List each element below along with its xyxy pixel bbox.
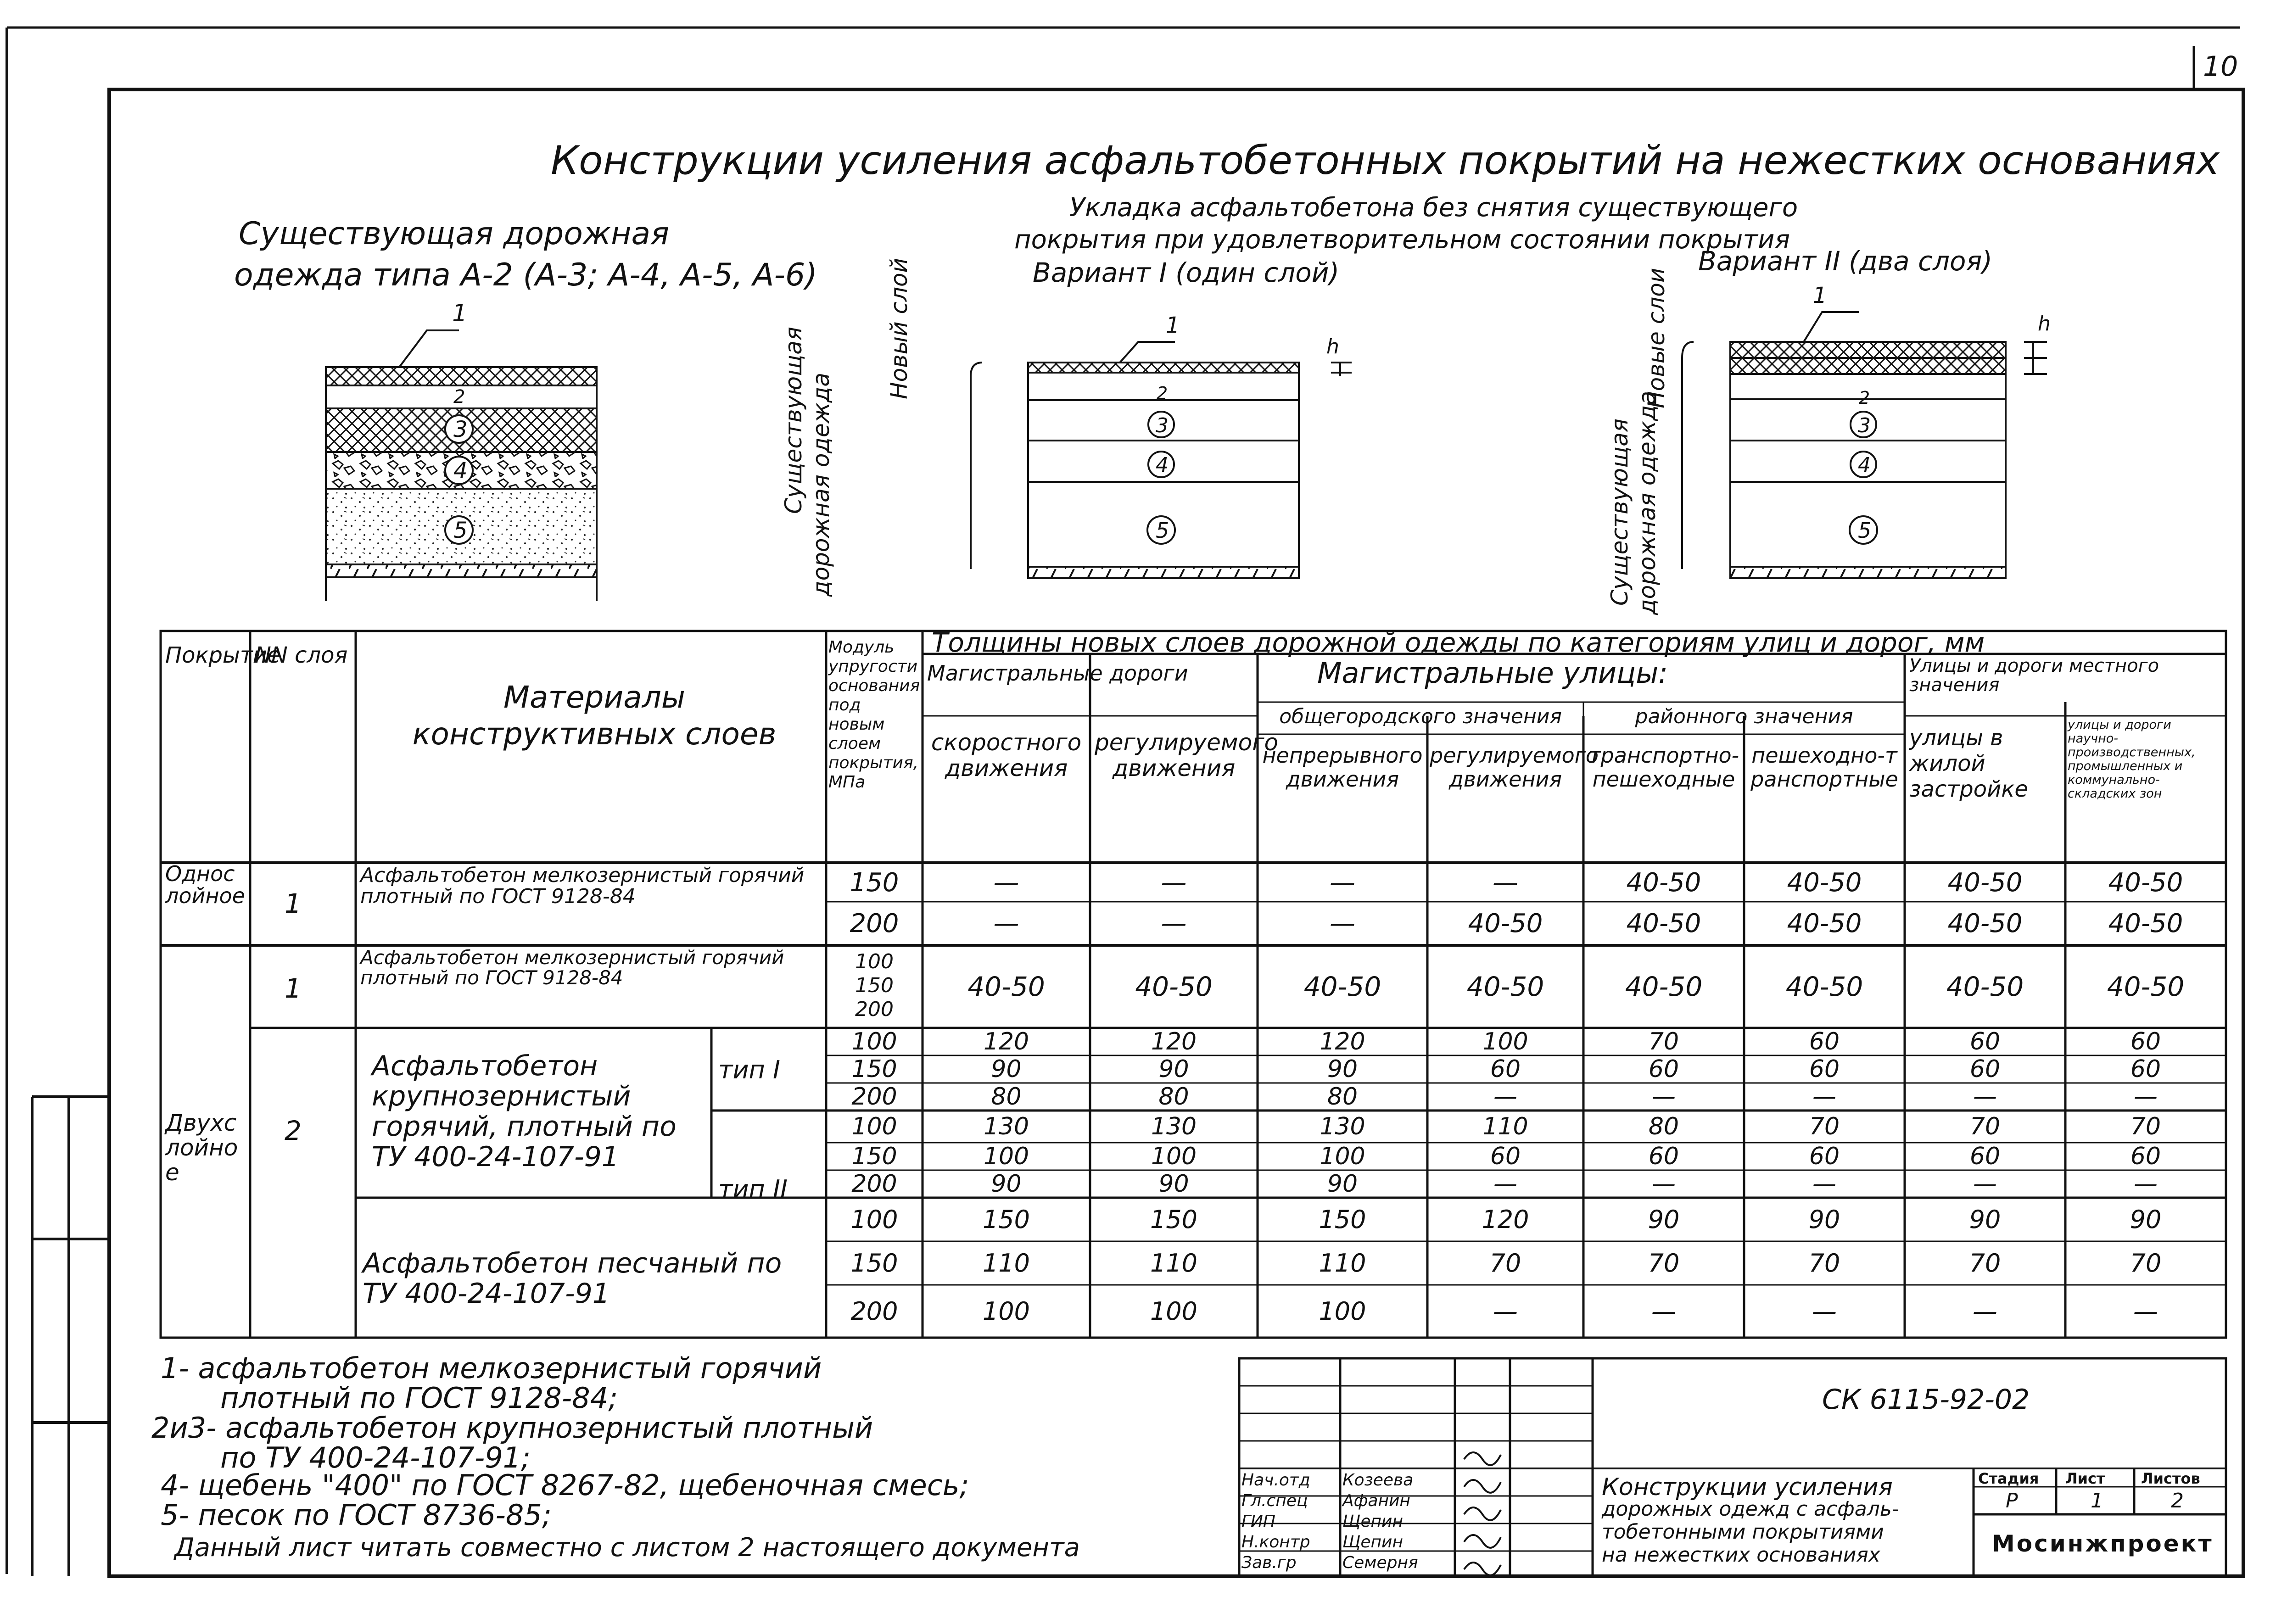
double-top-nn: 1 [285,973,302,1004]
stamp-desc-3: тобетонными покрытиями [1602,1520,1884,1544]
sand-row-value: — [1812,1297,1837,1326]
single-row-200-value: — [993,909,1019,938]
note-2a: 2и3- асфальтобетон крупнозернистый плотный [151,1411,873,1445]
th-continuous: непрерывного движения [1262,743,1423,792]
type1-row-value: — [1812,1083,1836,1111]
existing-layer-2: 2 [453,386,465,407]
single-nn: 1 [285,888,302,919]
type1-row-value: 120 [1320,1028,1365,1055]
single-row-150-value: — [1330,868,1355,898]
sand-row-value: — [1493,1297,1518,1326]
th-citywide: общегородского значения [1279,705,1562,728]
th-regulated: регулируемого движения [1095,729,1279,781]
sand-row-value: 150 [1319,1205,1366,1234]
stamp-desc-2: дорожных одежд с асфаль- [1602,1497,1899,1521]
page-number: 10 [2203,50,2238,83]
type1-row-value: 70 [1648,1028,1679,1055]
stamp-stage-label: Стадия [1978,1470,2039,1487]
v1-h: h [1326,335,1339,358]
existing-layer-4: 4 [453,458,468,484]
variant2-caption: Вариант II (два слоя) [1698,246,1993,277]
v2-layer-4: 4 [1858,453,1871,477]
th-district: районного значения [1635,705,1853,728]
th-regulated2: регулируемого движения [1430,743,1599,792]
stamp-sheets: 2 [2171,1489,2184,1512]
type2-row-value: 90 [1327,1170,1358,1198]
type1-row-value: 60 [1809,1055,1840,1083]
existing-caption-line2: одежда типа А-2 (А-3; А-4, А-5, А-6) [234,257,817,293]
v2-layer-5: 5 [1858,518,1872,543]
type2-row-value: — [1652,1170,1676,1198]
v2-new-layers-label: Новые слои [1643,268,1670,408]
single-row-150-value: 40-50 [2108,868,2183,898]
type1-row-value: — [2134,1083,2158,1111]
sand-material: Асфальтобетон песчаный по ТУ 400-24-107-91 [363,1247,782,1310]
double-top-value: 40-50 [967,971,1045,1002]
single-row-150-value: 40-50 [1626,868,1701,898]
v1-layer-2: 2 [1157,383,1168,403]
note-4: 4- щебень "400" по ГОСТ 8267-82, щебеночная смесь; [161,1468,969,1502]
v1-existing-label-a: Существующая [780,327,807,514]
note-read-together: Данный лист читать совместно с листом 2 настоящего документа [174,1533,1080,1563]
th-thickness: Толщины новых слоев дорожной одежды по категориям улиц и дорог, мм [932,627,1985,658]
v1-new-layer-label: Новый слой [886,257,912,399]
sand-row-value: 150 [1150,1205,1198,1234]
double-top-modulus: 200 [855,998,894,1021]
sand-row-value: — [1973,1297,1997,1326]
type2-row-modulus: 150 [851,1143,897,1170]
page-title: Конструкции усиления асфальтобетонных покрытий на нежестких основаниях [551,138,2220,184]
type2-row-value: 60 [1648,1143,1679,1170]
double-top-value: 40-50 [1946,971,2024,1002]
type1-row-modulus: 150 [851,1055,897,1083]
th-coating: Покрытие [165,642,281,668]
type2-row-value: — [1973,1170,1997,1198]
type2-row-value: 100 [1320,1143,1365,1170]
type2-row-modulus: 200 [851,1170,897,1198]
v1-layer-1: 1 [1166,313,1180,338]
type1-row-value: 60 [2130,1055,2161,1083]
type2-row-value: 90 [1158,1170,1189,1198]
double-label: Двухслойное [165,1110,238,1186]
coarse-material: Асфальтобетон крупнозернистый горячий, плотный по ТУ 400-24-107-91 [372,1050,677,1173]
sand-row-value: 110 [1150,1249,1198,1278]
single-row-200-value: 40-50 [1626,909,1701,938]
type1-row-value: 90 [1327,1055,1358,1083]
sand-row-modulus: 150 [850,1249,898,1278]
type2-row-value: — [2134,1170,2158,1198]
placement-caption-line1: Укладка асфальтобетона без снятия существующего [1069,193,1798,223]
single-row-200-modulus: 200 [850,909,899,938]
single-row-200-value: 40-50 [1947,909,2023,938]
type2-row-value: 70 [1809,1113,1840,1140]
single-material: Асфальтобетон мелкозернистый горячий плотный по ГОСТ 9128-84 [360,864,805,908]
sand-row-value: 150 [982,1205,1030,1234]
type1-label: тип I [718,1055,780,1084]
th-residential: улицы в жилой застройке [1909,725,2028,802]
th-nn: NN слоя [255,642,348,668]
single-label: Однослойное [165,861,245,908]
existing-layer-5: 5 [453,518,468,543]
sand-row-value: 90 [2130,1205,2162,1234]
type2-row-value: 110 [1482,1113,1528,1140]
sand-row-value: — [1651,1297,1676,1326]
variant1-caption: Вариант I (один слой) [1033,257,1340,288]
v2-existing-label-a: Существующая [1606,419,1633,606]
single-row-200-value: 40-50 [1468,909,1543,938]
type2-row-value: 80 [1648,1113,1679,1140]
type1-row-modulus: 200 [851,1083,897,1111]
th-main-streets: Магистральные улицы: [1317,656,1668,690]
existing-caption-line1: Существующая дорожная [239,216,670,252]
sand-row-value: 70 [1648,1249,1680,1278]
note-1b: плотный по ГОСТ 9128-84; [220,1381,618,1415]
double-top-value: 40-50 [1785,971,1863,1002]
type2-label: тип II [718,1175,788,1204]
type2-row-value: — [1493,1170,1517,1198]
v2-layer-2: 2 [1859,388,1870,408]
single-row-200-value: — [1330,909,1355,938]
double-top-modulus: 150 [855,974,894,997]
stamp-role: ГИП [1241,1512,1276,1531]
stamp-sheets-label: Листов [2141,1470,2200,1487]
type1-row-modulus: 100 [851,1028,897,1055]
sand-row-value: 90 [1648,1205,1680,1234]
single-row-200-value: 40-50 [2108,909,2183,938]
type2-row-value: 100 [983,1143,1029,1170]
sand-row-modulus: 200 [850,1297,898,1326]
th-modulus: Модуль упругости основания под новым слоем покрытия, МПа [828,638,920,792]
double-top-value: 40-50 [1466,971,1544,1002]
type1-row-value: 60 [1969,1028,2001,1055]
stamp-name: Семерня [1342,1553,1418,1572]
stamp-role: Нач.отд [1241,1471,1310,1490]
existing-layer-1: 1 [452,300,468,327]
type2-row-value: — [1812,1170,1836,1198]
stamp-org: Мосинжпроект [1992,1530,2214,1557]
v2-existing-label-b: дорожная одежда [1634,391,1661,615]
stamp-sheet-label: Лист [2065,1470,2105,1487]
stamp-stage: Р [2006,1489,2018,1512]
existing-layer-3: 3 [453,417,468,442]
type1-row-value: 80 [1158,1083,1189,1111]
v2-layer-3: 3 [1858,414,1871,437]
single-row-150-value: — [993,868,1019,898]
th-local: Улицы и дороги местного значения [1909,655,2159,696]
single-row-200-value: 40-50 [1787,909,1862,938]
type2-row-value: 130 [983,1113,1029,1140]
type2-row-value: 130 [1320,1113,1365,1140]
sand-row-value: 100 [982,1297,1030,1326]
stamp-name: Щепин [1342,1512,1403,1531]
v1-existing-label-b: дорожная одежда [808,372,834,597]
type1-row-value: 60 [2130,1028,2161,1055]
v1-layer-3: 3 [1156,414,1169,437]
stamp-name: Афанин [1342,1491,1410,1510]
sand-row-value: 70 [1969,1249,2001,1278]
type1-row-value: 90 [1158,1055,1189,1083]
type1-row-value: 60 [1490,1055,1521,1083]
th-ped-transport: пешеходно-транспортные [1750,743,1898,792]
type2-row-value: 60 [1809,1143,1840,1170]
th-transport-ped: транспортно-пешеходные [1588,743,1739,792]
sand-row-value: 70 [1808,1249,1840,1278]
single-row-200-value: — [1161,909,1187,938]
type1-row-value: — [1973,1083,1997,1111]
type1-row-value: 100 [1482,1028,1528,1055]
sand-row-value: 70 [1489,1249,1521,1278]
stamp-role: Н.контр [1241,1533,1310,1551]
v1-layer-4: 4 [1156,453,1169,477]
v2-h: h [2038,312,2051,335]
sand-row-value: 70 [2130,1249,2162,1278]
single-row-150-value: 40-50 [1787,868,1862,898]
stamp-desc-4: на нежестких основаниях [1602,1543,1880,1567]
type1-row-value: 80 [1327,1083,1358,1111]
sand-row-value: 90 [1969,1205,2001,1234]
type1-row-value: 90 [991,1055,1022,1083]
note-1a: 1- асфальтобетон мелкозернистый горячий [161,1351,822,1385]
sand-row-value: 90 [1808,1205,1840,1234]
stamp-role: Зав.гр [1241,1553,1297,1572]
stamp-role: Гл.спец [1241,1491,1308,1510]
note-5: 5- песок по ГОСТ 8736-85; [161,1498,552,1532]
th-main-roads: Магистральные дороги [927,661,1188,686]
double-top-value: 40-50 [1625,971,1703,1002]
type1-row-value: 60 [1648,1055,1679,1083]
sand-row-value: 100 [1319,1297,1366,1326]
type1-row-value: 60 [1809,1028,1840,1055]
type2-row-value: 100 [1151,1143,1197,1170]
type2-row-value: 60 [1490,1143,1521,1170]
type2-row-value: 70 [2130,1113,2161,1140]
stamp-sheet: 1 [2091,1489,2103,1512]
double-top-value: 40-50 [1135,971,1213,1002]
single-row-150-value: 40-50 [1947,868,2023,898]
single-row-150-value: — [1493,868,1518,898]
th-industrial: улицы и дороги научно-производственных, промышленных и коммунально-складских зон [2068,718,2196,801]
double-top-value: 40-50 [2107,971,2185,1002]
sand-row-value: 110 [1319,1249,1366,1278]
th-materials: Материалы конструктивных слоев [412,680,777,752]
single-row-150-modulus: 150 [850,868,899,898]
sand-row-value: 100 [1150,1297,1198,1326]
double-top-value: 40-50 [1303,971,1381,1002]
stamp-name: Щепин [1342,1533,1403,1551]
type1-row-value: 60 [1969,1055,2001,1083]
type1-row-value: — [1493,1083,1517,1111]
type2-row-value: 130 [1151,1113,1197,1140]
sand-row-value: 120 [1482,1205,1529,1234]
double-top-modulus: 100 [855,950,894,973]
stamp-desc-1: Конструкции усиления [1602,1473,1893,1501]
type2-row-value: 90 [991,1170,1022,1198]
type1-row-value: 120 [1151,1028,1197,1055]
type2-row-value: 70 [1969,1113,2001,1140]
doc-code: СК 6115-92-02 [1822,1384,2030,1416]
sand-row-value: 110 [982,1249,1030,1278]
placement-caption-line2: покрытия при удовлетворительном состоянии покрытия [1014,225,1790,255]
single-row-150-value: — [1161,868,1187,898]
type1-row-value: 120 [983,1028,1029,1055]
double-top-material: Асфальтобетон мелкозернистый горячий плотный по ГОСТ 9128-84 [360,946,784,989]
type1-row-value: — [1652,1083,1676,1111]
type2-row-value: 60 [2130,1143,2161,1170]
th-fast: скоростного движения [931,729,1082,781]
type1-row-value: 80 [991,1083,1022,1111]
note-2b: по ТУ 400-24-107-91; [220,1441,531,1474]
type2-row-value: 60 [1969,1143,2001,1170]
stamp-name: Козеева [1342,1471,1414,1490]
double-nn2: 2 [285,1115,302,1146]
type2-row-modulus: 100 [851,1113,897,1140]
sand-row-modulus: 100 [850,1205,898,1234]
v2-layer-1: 1 [1813,283,1827,308]
v1-layer-5: 5 [1156,518,1169,543]
sand-row-value: — [2133,1297,2158,1326]
